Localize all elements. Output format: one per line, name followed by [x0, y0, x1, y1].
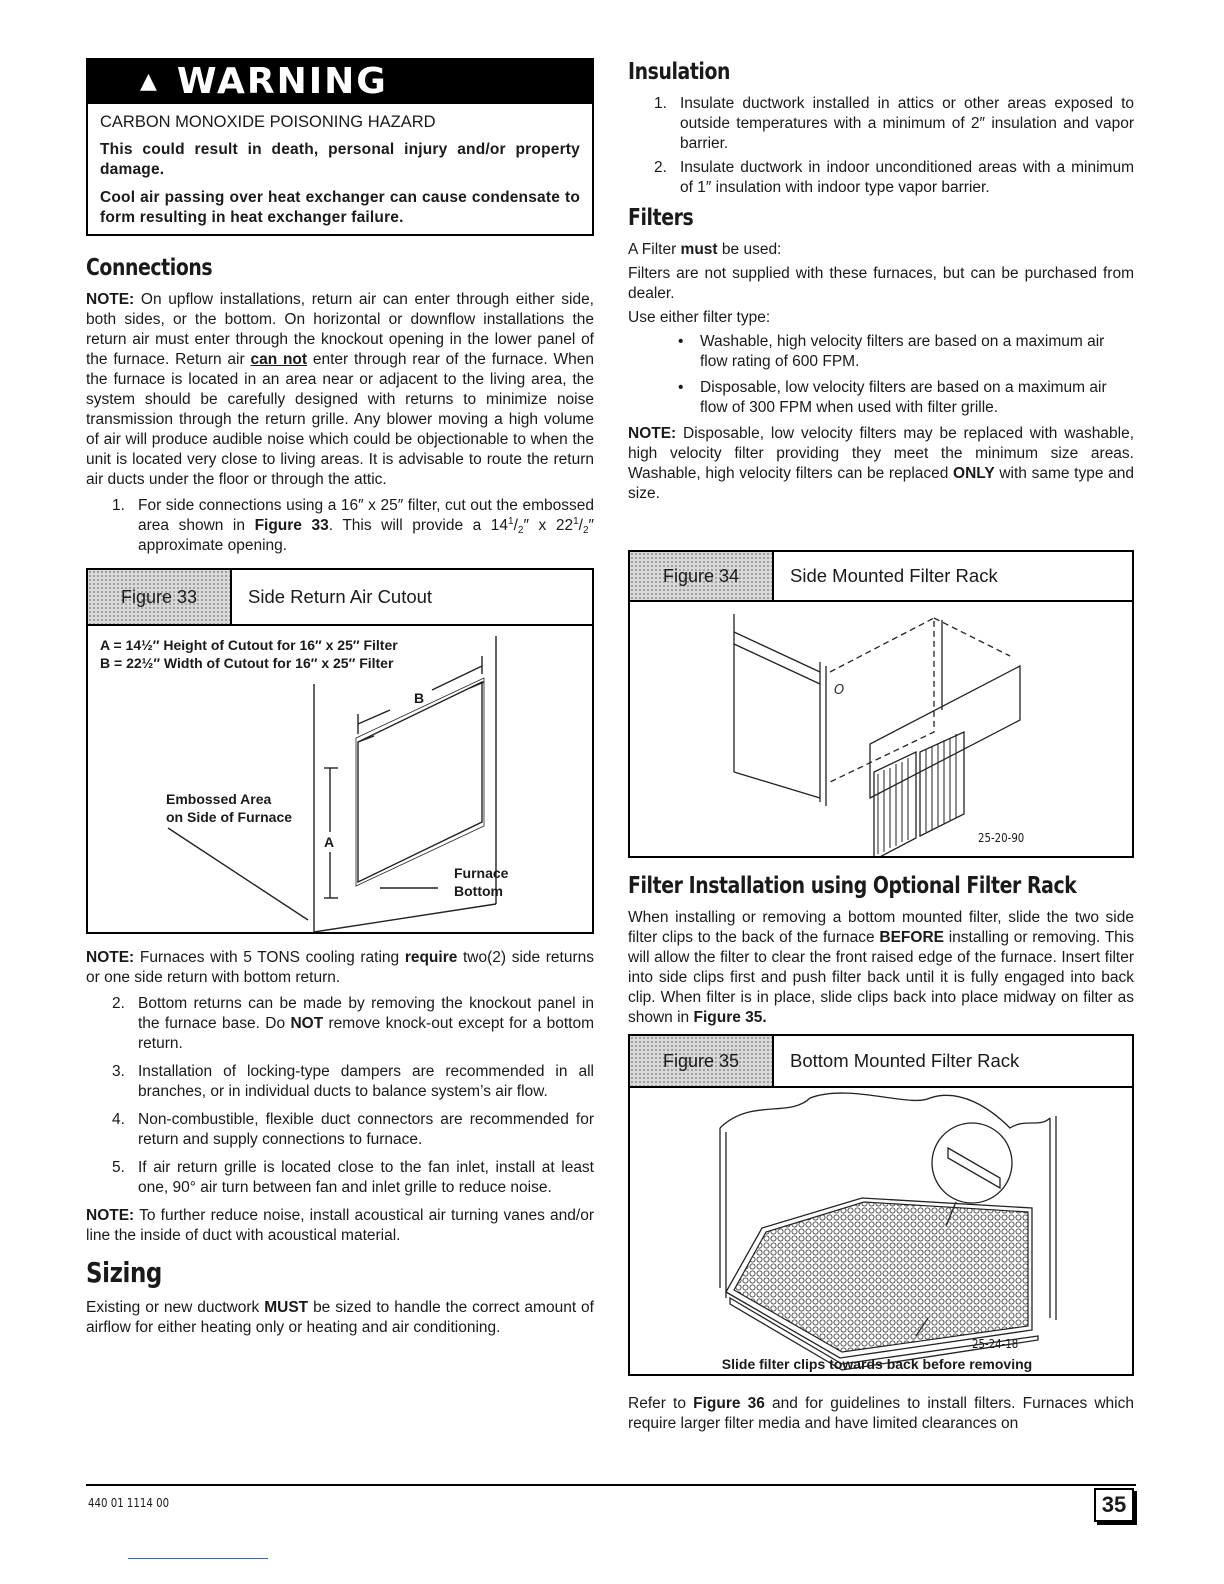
list-item: • Washable, high velocity filters are based on a maximum air flow rating of 600 FPM.	[628, 332, 1134, 372]
refer-text: Refer to Figure 36 and for guidelines to install filters. Furnaces which require larger filter media and have limited clearances on	[628, 1395, 1134, 1432]
list-item: 5. If air return grille is located close to the fan inlet, install at least one, 90° air turn between fan and inlet grille to reduce noise.	[112, 1159, 594, 1196]
figure-34-label: Figure 34	[630, 552, 774, 600]
figure-33-line-a: A = 14½″ Height of Cutout for 16″ x 25″ Filter	[100, 637, 398, 653]
left-column	[86, 58, 594, 1344]
warning-header	[88, 60, 592, 104]
figure-33	[86, 568, 594, 934]
figure-34-code: 25-20-90	[978, 831, 1025, 845]
warning-triangle-icon: ▲	[140, 69, 159, 94]
footer-rule	[86, 1484, 1136, 1486]
list-item: 1. For side connections using a 16″ x 25″ filter, cut out the embossed area shown in Figure 33. This will provide a $14^1/2''$ x $22^1/2''$ approximate opening.	[112, 497, 595, 554]
page-number: 35	[1094, 1488, 1134, 1522]
list-item: 2. Bottom returns can be made by removing the knockout panel in the furnace base. Do NOT remove knock-out except for a bottom return.	[112, 995, 594, 1052]
filters-note: NOTE: Disposable, low velocity filters may be replaced with washable, high velocity filter providing they meet the minimum size areas. Washable, high velocity filters can be replaced ONLY with same type and size.	[628, 425, 1134, 502]
svg-text:O: O	[834, 683, 845, 698]
figure-33-furnace-label: Furnace Bottom	[454, 865, 509, 899]
list-item: 1. Insulate ductwork installed in attics or other areas exposed to outside temperatures with a minimum of 2″ insulation and vapor barrier.	[654, 95, 1134, 152]
footer-doc-number: 440 01 1114 00	[88, 1496, 170, 1510]
warning-title: WARNING	[176, 61, 388, 102]
insulation-heading: Insulation	[628, 59, 731, 85]
filter-install-heading: Filter Installation using Optional Filter Rack	[628, 873, 1077, 899]
figure-35-label: Figure 35	[630, 1036, 774, 1086]
filter-install-text: When installing or removing a bottom mounted filter, slide the two side filter clips to the back of the furnace BEFORE installing or removing. This will allow the filter to clear the front raised edge of the furnace. Insert filter into side clips first and push filter back until it is fully engaged into back clip. When filter is in place, slide clips back into place midway on filter as shown in Figure 35.	[628, 909, 1134, 1026]
note-noise: NOTE: To further reduce noise, install acoustical air turning vanes and/or line the inside of duct with acoustical material.	[86, 1207, 594, 1244]
figure-33-embossed-label: Embossed Area on Side of Furnace	[166, 791, 293, 825]
figure-35-caption: Slide filter clips towards back before removing	[721, 1356, 1033, 1372]
filters-not-supplied: Filters are not supplied with these furnaces, but can be purchased from dealer.	[628, 265, 1134, 302]
figure-33-label: Figure 33	[88, 570, 232, 624]
connections-heading: Connections	[86, 255, 213, 281]
link-underline	[128, 1558, 268, 1559]
figure-33-label-b: B	[414, 690, 425, 706]
figure-35	[628, 1034, 1134, 1376]
list-item: 4. Non-combustible, flexible duct connectors are recommended for return and supply connections to furnace.	[112, 1111, 594, 1148]
filters-heading: Filters	[628, 205, 694, 231]
bottom-filter-rack-diagram	[630, 1088, 1124, 1374]
filters-use-either: Use either filter type:	[628, 309, 771, 326]
warning-line-2: Cool air passing over heat exchanger can cause condensate to form resulting in heat exchanger failure.	[100, 189, 580, 226]
filters-must: A Filter must be used:	[628, 241, 782, 258]
figure-35-code: 25-24-18	[972, 1337, 1019, 1351]
list-item: 3. Installation of locking-type dampers are recommended in all branches, or in individual ducts to balance system’s air flow.	[112, 1063, 594, 1100]
side-filter-rack-diagram	[630, 602, 1124, 856]
figure-33-label-a: A	[324, 834, 335, 850]
side-return-diagram	[88, 626, 592, 932]
sizing-heading: Sizing	[86, 1256, 162, 1289]
figure-33-line-b: B = 22½″ Width of Cutout for 16″ x 25″ Filter	[100, 655, 394, 671]
list-item: • Disposable, low velocity filters are based on a maximum air flow of 300 FPM when used with filter grille.	[628, 378, 1134, 418]
warning-box	[86, 58, 594, 236]
sizing-text: Existing or new ductwork MUST be sized to handle the correct amount of airflow for either heating only or heating and air conditioning.	[86, 1299, 594, 1336]
list-item: 2. Insulate ductwork in indoor unconditioned areas with a minimum of 1″ insulation with indoor type vapor barrier.	[654, 159, 1134, 196]
figure-34	[628, 550, 1134, 858]
right-column	[628, 58, 1134, 1440]
figure-35-title: Bottom Mounted Filter Rack	[790, 1050, 1020, 1071]
warning-hazard: CARBON MONOXIDE POISONING HAZARD	[100, 113, 436, 131]
figure-34-title: Side Mounted Filter Rack	[790, 565, 998, 586]
warning-line-1: This could result in death, personal injury and/or property damage.	[100, 141, 580, 178]
connections-note: NOTE: On upflow installations, return air can enter through either side, both sides, or the bottom. On horizontal or downflow installations the return air must enter through the knockout opening in the lower panel of the furnace. Return air can not enter through rear of the furnace. When the furnace is located in an area near or adjacent to the living area, the system should be carefully designed with returns to minimize noise transmission through the return grille. Any blower moving a high volume of air will produce audible noise which could be objectionable to when the unit is located very close to living areas. It is advisable to route the return air ducts under the floor or through the attic.	[86, 291, 594, 488]
note-tons: NOTE: Furnaces with 5 TONS cooling rating require two(2) side returns or one side return with bottom return.	[86, 949, 594, 986]
figure-33-title: Side Return Air Cutout	[248, 586, 433, 607]
